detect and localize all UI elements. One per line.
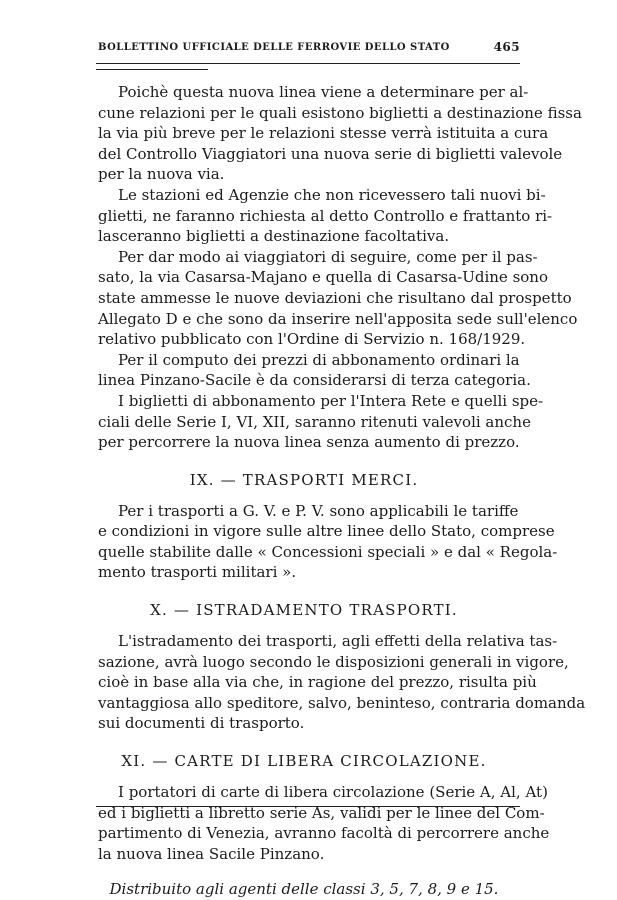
text-line: ed i biglietti a libretto serie As, validi per le linee del Com- <box>98 803 545 822</box>
text-line: la nuova linea Sacile Pinzano. <box>98 844 325 863</box>
text-line: la via più breve per le relazioni stesse verrà istituita a cura <box>98 124 549 143</box>
text-line: Allegato D e che sono da inserire nell'apposita sede sull'elenco <box>98 309 578 328</box>
text-line: partimento di Venezia, avranno facoltà di percorrere anche <box>98 824 550 843</box>
header-rule <box>96 63 520 64</box>
text-line: sato, la via Casarsa-Majano e quella di Casarsa-Udine sono <box>98 268 548 287</box>
section-x-text <box>98 631 586 734</box>
text-line: per la nuova via. <box>98 165 225 184</box>
paragraph-subscription-prices <box>98 350 531 391</box>
text-line: lasceranno biglietti a destinazione facoltativa. <box>98 227 450 246</box>
text-line: sui documenti di trasporto. <box>98 714 305 733</box>
section-ix-text <box>98 501 558 583</box>
text-line: Le stazioni ed Agenzie che non ricevessero tali nuovi bi- <box>118 185 546 204</box>
paragraph-stations-agencies <box>98 185 553 247</box>
text-line: linea Pinzano-Sacile è da considerarsi di terza categoria. <box>98 371 531 390</box>
body-text <box>98 82 586 900</box>
paragraph-deviations <box>98 247 578 350</box>
text-line: Poichè questa nuova linea viene a determinare per al- <box>118 83 529 101</box>
header-title: BOLLETTINO UFFICIALE DELLE FERROVIE DELLO STATO <box>98 42 450 53</box>
text-line: quelle stabilite dalle « Concessioni speciali » e dal « Regola- <box>98 542 558 561</box>
section-heading-xi: XI. — CARTE DI LIBERA CIRCOLAZIONE. <box>121 752 487 771</box>
text-line: relativo pubblicato con l'Ordine di Servizio n. 168/1929. <box>98 330 526 349</box>
text-line: glietti, ne faranno richiesta al detto Controllo e frattanto ri- <box>98 206 553 225</box>
text-line: sazione, avrà luogo secondo le disposizioni generali in vigore, <box>98 652 569 671</box>
header-rule-short <box>96 69 208 70</box>
text-line: e condizioni in vigore sulle altre linee dello Stato, comprese <box>98 522 555 541</box>
footer-rule <box>96 806 520 807</box>
section-heading-x: X. — ISTRADAMENTO TRASPORTI. <box>150 601 458 620</box>
running-header <box>98 42 520 53</box>
text-line: ciali delle Serie I, VI, XII, saranno ritenuti valevoli anche <box>98 412 531 431</box>
text-line: cioè in base alla via che, in ragione del prezzo, risulta più <box>98 673 537 692</box>
text-line: Per i trasporti a G. V. e P. V. sono applicabili le tariffe <box>118 501 519 520</box>
text-line: mento trasporti militari ». <box>98 563 297 582</box>
distribution-note: Distribuito agli agenti delle classi 3, 5, 7, 8, 9 e 15. <box>109 880 499 899</box>
paragraph-new-tickets <box>98 82 582 185</box>
text-line: L'istradamento dei trasporti, agli effetti della relativa tas- <box>118 632 558 651</box>
text-line: cune relazioni per le quali esistono biglietti a destinazione fissa <box>98 103 582 122</box>
text-line: Per il computo dei prezzi di abbonamento ordinari la <box>118 350 520 369</box>
text-line: I biglietti di abbonamento per l'Intera Rete e quelli spe- <box>118 391 544 410</box>
section-heading-ix: IX. — TRASPORTI MERCI. <box>189 470 419 489</box>
section-xi-text <box>98 782 550 864</box>
page-number: 465 <box>493 40 520 54</box>
text-line: del Controllo Viaggiatori una nuova serie di biglietti valevole <box>98 144 563 163</box>
text-line: I portatori di carte di libera circolazione (Serie A, Al, At) <box>118 783 548 802</box>
paragraph-network-tickets <box>98 391 544 453</box>
text-line: vantaggiosa allo speditore, salvo, beninteso, contraria domanda <box>98 693 586 712</box>
text-line: state ammesse le nuove deviazioni che risultano dal prospetto <box>98 288 572 307</box>
text-line: per percorrere la nuova linea senza aumento di prezzo. <box>98 433 520 452</box>
text-line: Per dar modo ai viaggiatori di seguire, come per il pas- <box>118 247 538 266</box>
